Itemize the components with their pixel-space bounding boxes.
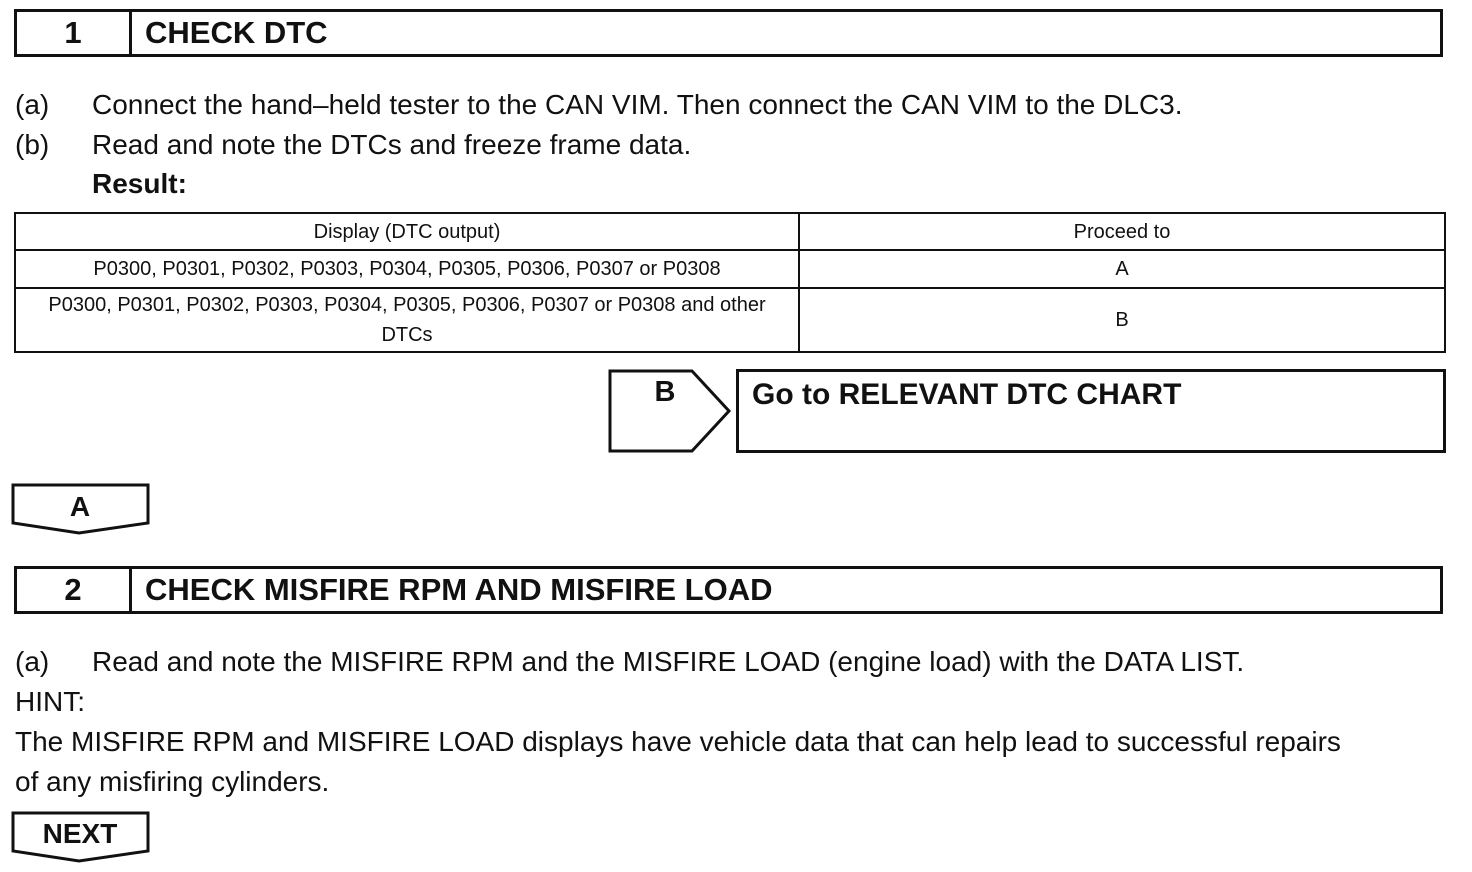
step-number: 1 [17, 12, 132, 54]
step-2-header [14, 566, 1443, 614]
result-label: Result: [92, 168, 187, 199]
cell-display: P0300, P0301, P0302, P0303, P0304, P0305, P0306, P0307 or P0308 and other DTCs [15, 288, 799, 352]
branch-b-action: Go to RELEVANT DTC CHART [736, 369, 1446, 453]
table-header-row [15, 213, 1445, 250]
item-text: Read and note the MISFIRE RPM and the MISFIRE LOAD (engine load) with the DATA LIST. [92, 646, 1245, 677]
next-label: NEXT [42, 818, 118, 849]
hint-label: HINT: [15, 686, 85, 717]
step-title: CHECK MISFIRE RPM AND MISFIRE LOAD [145, 572, 773, 607]
hint-text-line-2: of any misfiring cylinders. [15, 766, 330, 797]
cell-display: P0300, P0301, P0302, P0303, P0304, P0305, P0306, P0307 or P0308 [15, 250, 799, 288]
item-label: (a) [15, 646, 50, 677]
table-row [15, 288, 1445, 352]
branch-a-label: A [69, 491, 91, 522]
table-row [15, 250, 1445, 288]
item-text: Connect the hand–held tester to the CAN VIM. Then connect the CAN VIM to the DLC3. [92, 89, 1183, 120]
column-header-proceed: Proceed to [799, 213, 1445, 250]
branch-b-label: B [654, 376, 676, 408]
cell-proceed: B [799, 288, 1445, 352]
item-label: (b) [15, 129, 50, 160]
result-table [14, 212, 1446, 353]
item-label: (a) [15, 89, 50, 120]
step-number: 2 [17, 569, 132, 611]
cell-proceed: A [799, 250, 1445, 288]
item-text: Read and note the DTCs and freeze frame data. [92, 129, 692, 160]
column-header-display: Display (DTC output) [15, 213, 799, 250]
step-title: CHECK DTC [145, 15, 328, 50]
step-1-header [14, 9, 1443, 57]
hint-text-line-1: The MISFIRE RPM and MISFIRE LOAD displays have vehicle data that can help lead to successful repairs [15, 726, 1341, 757]
